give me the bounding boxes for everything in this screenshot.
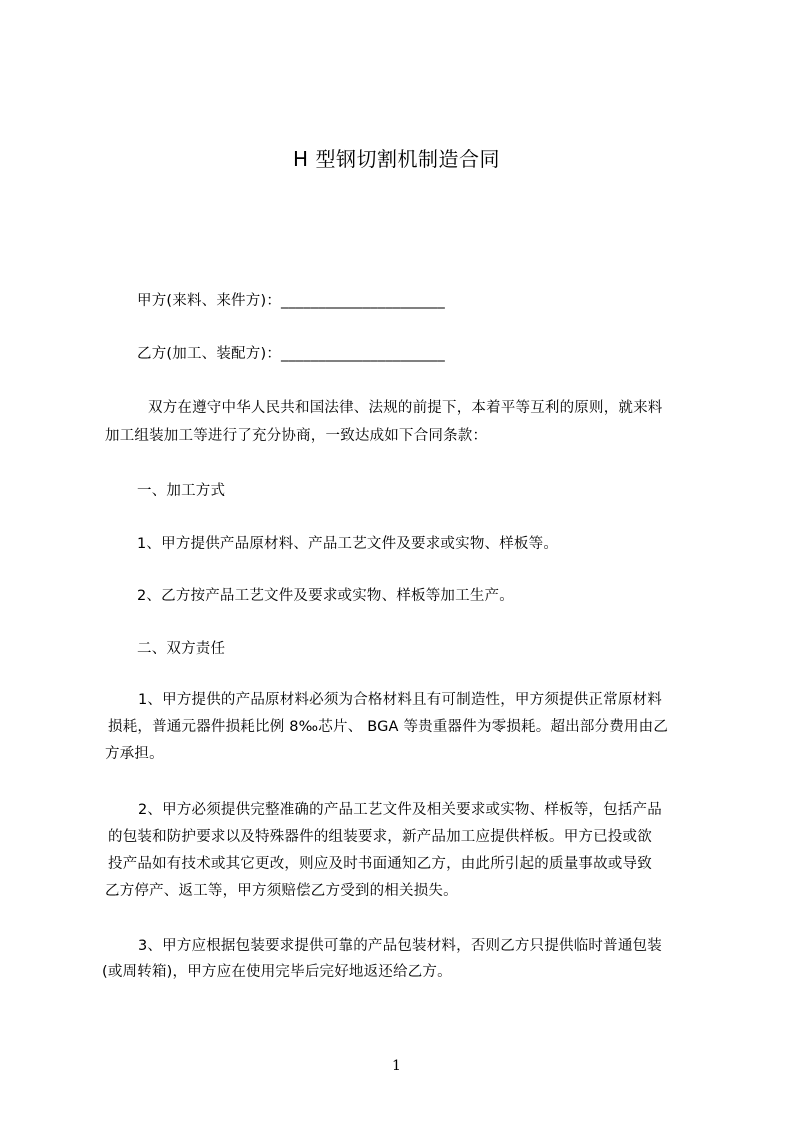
party-b-blank: ______________________ <box>281 346 445 362</box>
page-number: 1 <box>392 1058 401 1074</box>
section-2-p1-line-3: 方承担。 <box>105 746 164 762</box>
section-2-p3-line-1: 3、甲方应根据包装要求提供可靠的产品包装材料，否则乙方只提供临时普通包装 <box>138 938 662 954</box>
section-2-p2-line-3: 投产品如有技术或其它更改，则应及时书面通知乙方，由此所引起的质量事故或导致 <box>108 856 652 872</box>
section-1-heading: 一、加工方式 <box>137 483 226 499</box>
section-2-p2-line-2: 的包装和防护要求以及特殊器件的组装要求，新产品加工应提供样板。甲方已投或欲 <box>108 829 652 845</box>
party-a-line <box>137 292 789 310</box>
section-2-heading: 二、双方责任 <box>137 641 226 657</box>
party-b-line <box>137 345 789 363</box>
section-2-p1-line-2: 损耗，普通元器件损耗比例 8‰芯片、 BGA 等贵重器件为零损耗。超出部分费用由乙 <box>108 719 669 735</box>
section-2-p2-line-4: 乙方停产、返工等，甲方须赔偿乙方受到的相关损失。 <box>105 883 458 899</box>
party-a-blank: ______________________ <box>281 293 445 309</box>
section-2-p1-line-1: 1、甲方提供的产品原材料必须为合格材料且有可制造性，甲方须提供正常原材料 <box>138 692 662 708</box>
party-a-label: 甲方(来料、来件方)： <box>137 293 282 309</box>
page-title: H 型钢切割机制造合同 <box>293 147 500 171</box>
section-1-item-2: 2、乙方按产品工艺文件及要求或实物、样板等加工生产。 <box>137 588 514 604</box>
intro-line-1: 双方在遵守中华人民共和国法律、法规的前提下，本着平等互利的原则，就来料 <box>148 400 663 416</box>
intro-line-2: 加工组装加工等进行了充分协商，一致达成如下合同条款： <box>105 428 488 444</box>
section-2-p2-line-1: 2、甲方必须提供完整准确的产品工艺文件及相关要求或实物、样板等，包括产品 <box>138 802 662 818</box>
party-b-label: 乙方(加工、装配方)： <box>137 346 282 362</box>
section-1-item-1: 1、甲方提供产品原材料、产品工艺文件及要求或实物、样板等。 <box>137 536 559 552</box>
section-2-p3-line-2: (或周转箱)，甲方应在使用完毕后完好地返还给乙方。 <box>102 964 452 980</box>
